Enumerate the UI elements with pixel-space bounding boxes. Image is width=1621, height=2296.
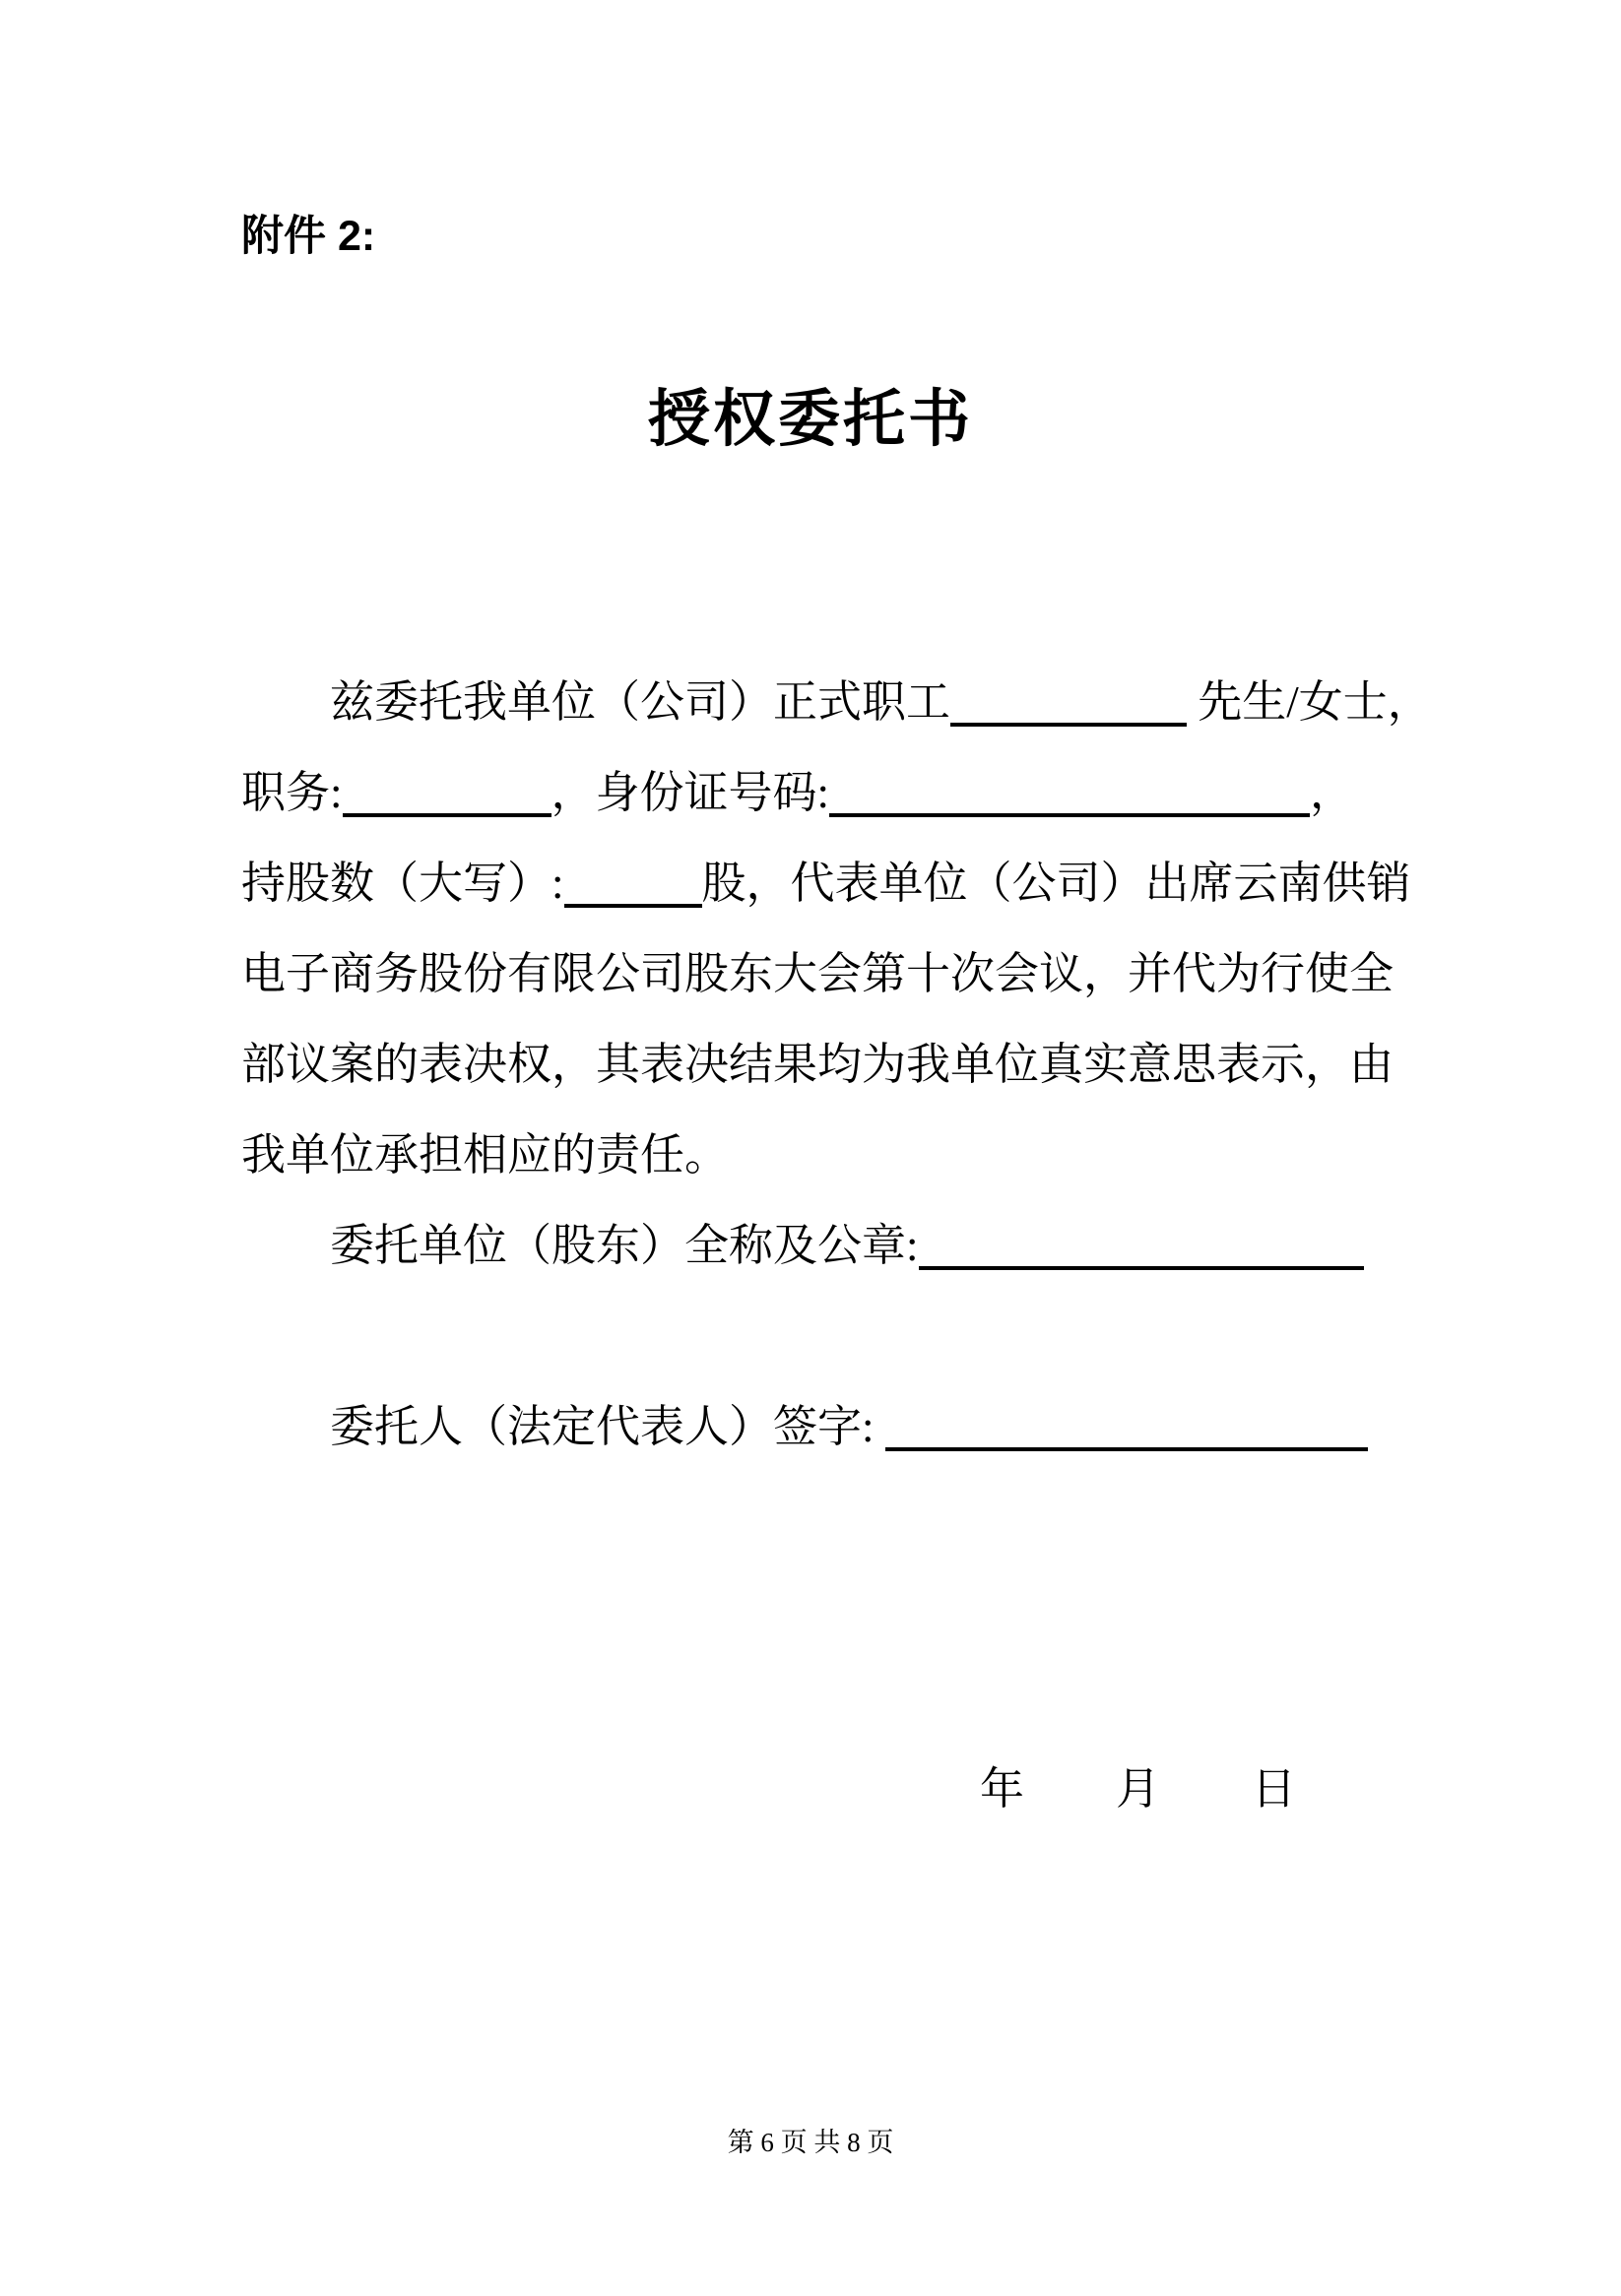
entrust-person-blank xyxy=(885,1447,1368,1451)
entrust-person-label: 委托人（法定代表人）签字: xyxy=(330,1402,885,1451)
entrust-unit-blank xyxy=(919,1266,1364,1270)
employee-name-blank xyxy=(950,723,1187,727)
id-number-blank xyxy=(829,813,1310,817)
shares-label: 持股数（大写）: xyxy=(241,859,564,908)
line2-text-post: ， xyxy=(1310,768,1355,817)
entrust-unit-line xyxy=(241,1200,1403,1291)
body-line-6: 我单位承担相应的责任。 xyxy=(241,1130,730,1180)
line3-text-post: 股，代表单位（公司）出席云南供销 xyxy=(701,859,1411,908)
attachment-label: 附件 2: xyxy=(241,213,376,260)
page-title: 授权委托书 xyxy=(648,385,973,454)
entrust-person-line xyxy=(241,1381,1403,1472)
page-number-footer: 第 6 页 共 8 页 xyxy=(727,2128,894,2157)
line1-text-pre: 兹委托我单位（公司）正式职工 xyxy=(330,677,951,727)
entrust-unit-label: 委托单位（股东）全称及公章: xyxy=(330,1221,919,1270)
body-line-5: 部议案的表决权，其表决结果均为我单位真实意思表示，由 xyxy=(241,1040,1394,1089)
body-line-2 xyxy=(241,747,1403,838)
position-blank xyxy=(343,813,551,817)
body-line-3 xyxy=(241,838,1411,928)
blank-line-spacer xyxy=(241,1291,1403,1381)
body-line-4: 电子商务股份有限公司股东大会第十次会议，并代为行使全 xyxy=(241,949,1394,998)
shares-blank xyxy=(564,904,702,908)
blank-lines-spacer xyxy=(241,1472,1403,1744)
body-line-1 xyxy=(241,657,1432,747)
date-line: 年 月 日 xyxy=(980,1764,1298,1814)
document-body xyxy=(241,657,1432,1834)
id-number-label: ，身份证号码: xyxy=(551,768,830,817)
line1-text-post: 先生/女士， xyxy=(1187,677,1432,727)
position-label: 职务: xyxy=(241,768,343,817)
